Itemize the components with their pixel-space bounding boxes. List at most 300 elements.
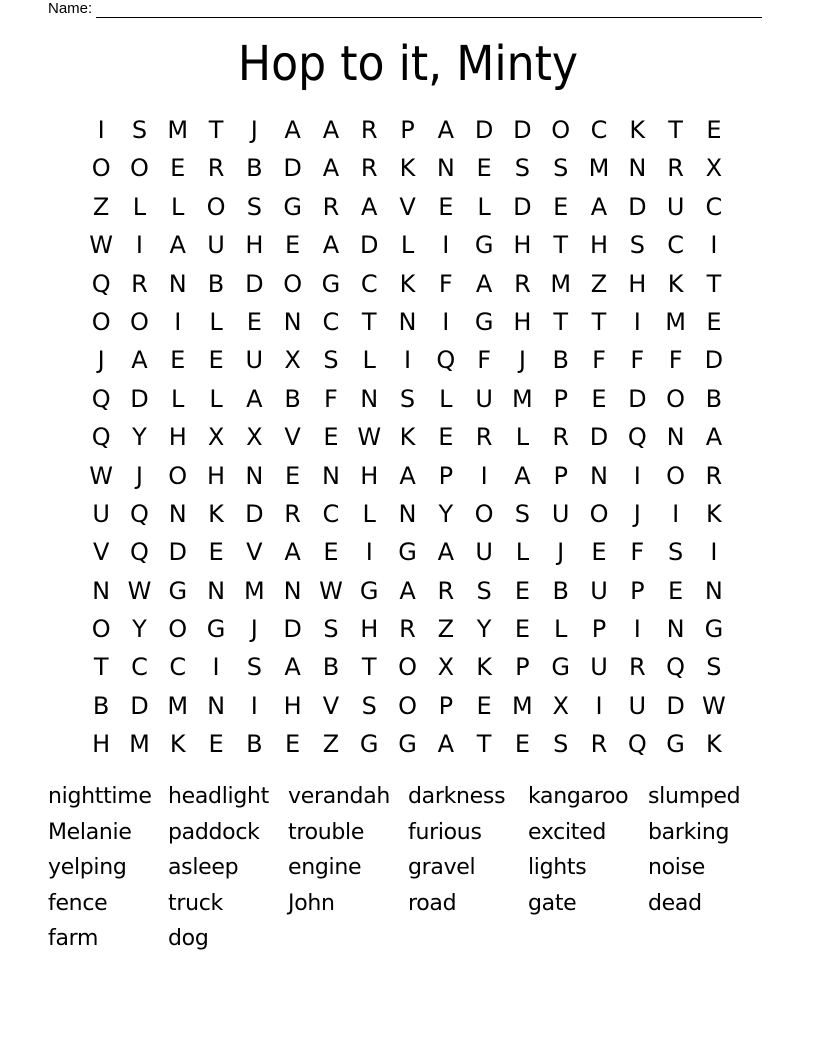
grid-letter: D: [513, 116, 532, 144]
grid-letter: D: [168, 538, 187, 567]
grid-letter: K: [399, 154, 416, 183]
grid-letter: O: [589, 499, 609, 528]
grid-letter: T: [553, 231, 569, 260]
grid-letter: L: [209, 307, 223, 336]
grid-letter: N: [436, 154, 455, 183]
grid-letter: S: [706, 653, 722, 682]
grid-letter: G: [398, 538, 417, 567]
grid-letter: D: [474, 116, 494, 144]
grid-letter: U: [92, 499, 110, 528]
name-label: Name:: [48, 0, 93, 17]
grid-letter: O: [91, 615, 111, 644]
word-list-item: barking: [648, 819, 730, 845]
grid-letter: X: [284, 346, 301, 375]
grid-letter: U: [551, 499, 570, 528]
grid-letter: Q: [91, 384, 111, 413]
grid-letter: N: [283, 576, 302, 605]
grid-letter: R: [590, 730, 608, 759]
grid-letter: R: [667, 154, 684, 183]
grid-letter: D: [283, 154, 302, 183]
grid-letter: Y: [476, 615, 492, 644]
grid-letter: E: [285, 461, 301, 490]
grid-letter: N: [590, 461, 608, 490]
grid-letter: I: [480, 461, 488, 490]
grid-letter: B: [705, 384, 723, 413]
grid-letter: O: [474, 499, 494, 528]
grid-letter: E: [246, 307, 262, 336]
grid-letter: S: [514, 154, 531, 183]
grid-letter: G: [359, 576, 379, 605]
word-list-item: fence: [48, 890, 108, 916]
grid-letter: M: [512, 691, 533, 720]
grid-letter: H: [360, 461, 379, 490]
grid-letter: R: [705, 461, 723, 490]
grid-letter: A: [399, 576, 416, 605]
grid-letter: X: [207, 423, 225, 452]
grid-letter: B: [246, 730, 263, 759]
grid-letter: Z: [92, 192, 110, 221]
grid-letter: C: [322, 307, 340, 336]
grid-letter: G: [283, 192, 302, 221]
grid-letter: P: [400, 116, 415, 144]
grid-letter: A: [322, 154, 340, 183]
grid-letter: O: [551, 116, 571, 144]
grid-letter: A: [705, 423, 723, 452]
grid-letter: I: [442, 307, 450, 336]
grid-letter: A: [284, 653, 301, 682]
grid-letter: O: [168, 615, 188, 644]
grid-letter: U: [590, 653, 608, 682]
grid-letter: I: [403, 346, 412, 375]
grid-letter: N: [92, 576, 111, 605]
grid-letter: X: [705, 154, 723, 183]
grid-letter: A: [246, 384, 263, 413]
grid-letter: M: [167, 691, 189, 720]
word-list-item: darkness: [408, 784, 506, 809]
grid-letter: Q: [130, 499, 149, 528]
word-list-item: noise: [648, 855, 706, 880]
grid-letter: P: [630, 576, 645, 605]
grid-letter: I: [633, 307, 641, 336]
grid-letter: H: [360, 615, 379, 644]
grid-row: [82, 111, 733, 149]
word-list-item: yelping: [48, 855, 127, 880]
grid-letter: C: [322, 499, 340, 528]
grid-letter: N: [283, 307, 302, 336]
grid-letter: V: [284, 423, 301, 452]
grid-letter: L: [171, 192, 185, 221]
grid-letter: A: [284, 538, 301, 567]
grid-letter: L: [362, 499, 376, 528]
word-list-item: gravel: [408, 855, 476, 880]
grid-letter: L: [515, 538, 530, 567]
grid-letter: H: [628, 269, 647, 298]
grid-letter: Z: [590, 269, 608, 298]
grid-letter: D: [130, 384, 149, 413]
grid-letter: L: [132, 192, 147, 221]
grid-letter: C: [667, 231, 684, 260]
name-field: [48, 0, 762, 18]
grid-letter: U: [245, 346, 264, 375]
grid-letter: S: [553, 730, 569, 759]
grid-letter: O: [168, 461, 188, 490]
grid-letter: I: [442, 231, 450, 260]
grid-letter: H: [283, 691, 302, 720]
grid-letter: R: [475, 423, 493, 452]
grid-letter: U: [590, 576, 608, 605]
grid-letter: D: [359, 231, 379, 260]
grid-letter: G: [704, 615, 724, 644]
grid-letter: O: [91, 154, 111, 183]
grid-letter: W: [89, 461, 114, 490]
word-list-item: kangaroo: [528, 784, 629, 809]
grid-letter: J: [250, 116, 258, 144]
grid-letter: R: [628, 653, 646, 682]
grid-letter: G: [168, 576, 188, 605]
grid-letter: B: [552, 346, 569, 375]
grid-letter: X: [552, 691, 569, 720]
grid-letter: D: [666, 691, 685, 720]
grid-letter: K: [208, 499, 224, 528]
grid-letter: L: [362, 346, 376, 375]
grid-letter: K: [706, 730, 722, 759]
grid-letter: I: [97, 116, 105, 144]
grid-letter: X: [437, 653, 455, 682]
grid-letter: A: [437, 730, 455, 759]
grid-letter: A: [437, 538, 455, 567]
grid-letter: C: [131, 653, 148, 682]
grid-row: [82, 457, 733, 495]
grid-letter: P: [515, 653, 530, 682]
grid-letter: A: [590, 192, 608, 221]
word-list-item: nighttime: [48, 784, 152, 809]
grid-letter: A: [514, 461, 531, 490]
grid-letter: E: [285, 730, 301, 759]
grid-letter: Q: [436, 346, 456, 375]
grid-letter: L: [554, 615, 568, 644]
grid-letter: L: [209, 384, 223, 413]
grid-letter: C: [705, 192, 723, 221]
grid-letter: S: [629, 231, 645, 260]
grid-letter: I: [672, 499, 680, 528]
grid-letter: K: [667, 269, 684, 298]
grid-letter: M: [512, 384, 533, 413]
grid-letter: F: [324, 384, 338, 413]
grid-letter: W: [702, 691, 726, 720]
grid-letter: E: [208, 346, 224, 375]
grid-letter: R: [207, 154, 225, 183]
grid-letter: O: [398, 691, 417, 720]
word-list-item: furious: [408, 819, 482, 845]
grid-letter: Q: [627, 423, 647, 452]
grid-letter: P: [438, 461, 454, 490]
word-list-item: John: [288, 890, 335, 916]
grid-letter: T: [668, 116, 683, 144]
grid-letter: A: [322, 231, 340, 260]
word-list: [48, 780, 768, 958]
grid-row: [82, 687, 733, 725]
grid-letter: G: [321, 269, 341, 298]
grid-letter: F: [438, 269, 453, 298]
grid-letter: F: [477, 346, 492, 375]
grid-letter: O: [130, 307, 149, 336]
grid-letter: I: [250, 691, 258, 720]
grid-letter: G: [551, 653, 571, 682]
grid-letter: E: [438, 192, 454, 221]
grid-letter: E: [323, 538, 339, 567]
grid-letter: I: [365, 538, 373, 567]
grid-letter: S: [323, 346, 339, 375]
grid-letter: N: [628, 154, 647, 183]
grid-letter: E: [514, 615, 530, 644]
grid-letter: D: [628, 192, 647, 221]
grid-letter: E: [706, 116, 722, 144]
grid-letter: D: [245, 269, 264, 298]
grid-letter: O: [398, 653, 417, 682]
word-list-item: asleep: [168, 855, 239, 880]
grid-letter: S: [399, 384, 416, 413]
grid-letter: N: [168, 269, 187, 298]
word-list-item: truck: [168, 890, 223, 916]
word-list-item: Melanie: [48, 819, 132, 845]
grid-letter: R: [514, 269, 531, 298]
grid-letter: A: [131, 346, 148, 375]
word-list-item: slumped: [648, 784, 741, 809]
word-list-item: trouble: [288, 819, 365, 845]
grid-letter: M: [665, 307, 686, 336]
grid-letter: X: [246, 423, 263, 452]
grid-letter: E: [668, 576, 684, 605]
grid-letter: R: [284, 499, 301, 528]
grid-letter: L: [439, 384, 453, 413]
grid-letter: N: [207, 576, 226, 605]
grid-letter: E: [438, 423, 454, 452]
grid-letter: G: [666, 730, 685, 759]
grid-letter: N: [398, 307, 417, 336]
grid-letter: C: [169, 653, 187, 682]
grid-letter: K: [476, 653, 492, 682]
grid-letter: Y: [132, 423, 147, 452]
word-list-item: excited: [528, 819, 607, 845]
grid-letter: M: [129, 730, 150, 759]
grid-letter: D: [704, 346, 724, 375]
grid-letter: A: [437, 116, 455, 144]
grid-letter: R: [399, 615, 416, 644]
grid-letter: J: [518, 346, 526, 375]
grid-letter: B: [246, 154, 263, 183]
grid-letter: L: [171, 384, 185, 413]
grid-letter: O: [206, 192, 226, 221]
grid-letter: O: [666, 384, 686, 413]
grid-letter: L: [400, 231, 415, 260]
grid-letter: L: [515, 423, 530, 452]
grid-letter: N: [168, 499, 187, 528]
grid-letter: Z: [322, 730, 340, 759]
grid-letter: M: [550, 269, 572, 298]
grid-letter: D: [513, 192, 532, 221]
grid-letter: D: [283, 615, 302, 644]
grid-letter: E: [514, 576, 530, 605]
grid-letter: T: [93, 653, 109, 682]
grid-letter: P: [438, 691, 454, 720]
grid-letter: R: [360, 116, 378, 144]
grid-letter: C: [360, 269, 378, 298]
word-list-item: farm: [48, 926, 99, 951]
grid-letter: V: [92, 538, 110, 567]
grid-row: [82, 226, 733, 264]
grid-letter: V: [246, 538, 263, 567]
grid-row: [82, 418, 733, 456]
grid-letter: H: [513, 231, 532, 260]
grid-row: [82, 533, 733, 571]
grid-letter: D: [245, 499, 264, 528]
grid-letter: P: [591, 615, 607, 644]
word-list-item: road: [408, 890, 457, 916]
grid-letter: E: [553, 192, 569, 221]
grid-letter: E: [591, 384, 607, 413]
grid-letter: K: [399, 423, 416, 452]
grid-letter: I: [710, 538, 718, 567]
grid-letter: S: [514, 499, 531, 528]
grid-letter: M: [243, 576, 265, 605]
grid-letter: T: [361, 307, 377, 336]
grid-letter: Q: [627, 730, 647, 759]
grid-letter: T: [476, 730, 492, 759]
grid-letter: Q: [130, 538, 149, 567]
grid-letter: J: [135, 461, 143, 490]
grid-letter: A: [399, 461, 416, 490]
grid-letter: O: [666, 461, 686, 490]
grid-letter: W: [127, 576, 152, 605]
grid-letter: R: [131, 269, 148, 298]
grid-letter: W: [357, 423, 382, 452]
grid-letter: G: [359, 730, 379, 759]
grid-letter: E: [476, 691, 492, 720]
grid-letter: I: [595, 691, 603, 720]
grid-letter: S: [246, 192, 262, 221]
grid-letter: T: [591, 307, 607, 336]
grid-letter: Q: [91, 269, 111, 298]
grid-letter: I: [710, 231, 718, 260]
grid-letter: R: [322, 192, 340, 221]
grid-letter: G: [474, 231, 494, 260]
grid-letter: R: [437, 576, 455, 605]
grid-letter: O: [283, 269, 303, 298]
grid-letter: A: [322, 116, 340, 144]
grid-letter: J: [633, 499, 641, 528]
grid-letter: Q: [91, 423, 111, 452]
grid-letter: R: [360, 154, 378, 183]
grid-letter: Y: [438, 499, 454, 528]
grid-letter: Z: [437, 615, 455, 644]
grid-letter: O: [91, 307, 111, 336]
grid-letter: U: [666, 192, 685, 221]
word-search-grid: [82, 111, 733, 764]
grid-row: [82, 303, 733, 341]
grid-letter: F: [630, 346, 645, 375]
grid-letter: T: [706, 269, 722, 298]
grid-letter: A: [475, 269, 493, 298]
grid-letter: C: [590, 116, 608, 144]
grid-letter: T: [208, 116, 224, 144]
grid-letter: S: [667, 538, 684, 567]
grid-row: [82, 149, 733, 187]
grid-letter: I: [633, 615, 641, 644]
grid-letter: J: [250, 615, 258, 644]
grid-letter: D: [130, 691, 149, 720]
grid-letter: N: [245, 461, 264, 490]
grid-letter: P: [553, 384, 568, 413]
grid-letter: M: [167, 116, 189, 144]
grid-letter: U: [475, 538, 493, 567]
word-list-item: gate: [528, 890, 577, 916]
grid-letter: B: [92, 691, 110, 720]
grid-letter: B: [552, 576, 569, 605]
grid-letter: E: [706, 307, 722, 336]
grid-letter: H: [168, 423, 187, 452]
grid-letter: H: [589, 231, 609, 260]
grid-row: [82, 648, 733, 686]
grid-letter: I: [633, 461, 641, 490]
grid-letter: Y: [132, 615, 147, 644]
name-blank-line[interactable]: [96, 1, 762, 18]
grid-letter: S: [323, 615, 339, 644]
grid-letter: A: [169, 231, 186, 260]
grid-letter: G: [206, 615, 226, 644]
grid-letter: H: [207, 461, 226, 490]
grid-letter: J: [97, 346, 105, 375]
grid-letter: U: [475, 384, 493, 413]
grid-letter: A: [361, 192, 378, 221]
word-list-item: paddock: [168, 819, 260, 845]
grid-letter: S: [361, 691, 377, 720]
grid-letter: F: [668, 346, 683, 375]
grid-letter: E: [208, 730, 224, 759]
grid-letter: N: [704, 576, 723, 605]
grid-letter: W: [319, 576, 343, 605]
grid-row: [82, 188, 733, 226]
grid-letter: Q: [666, 653, 686, 682]
grid-letter: I: [212, 653, 220, 682]
grid-letter: N: [360, 384, 379, 413]
word-list-item: lights: [528, 855, 587, 880]
grid-letter: B: [207, 269, 225, 298]
grid-letter: F: [630, 538, 645, 567]
grid-letter: N: [321, 461, 340, 490]
grid-letter: P: [553, 461, 568, 490]
grid-letter: E: [591, 538, 607, 567]
grid-letter: S: [553, 154, 569, 183]
grid-letter: U: [628, 691, 647, 720]
grid-letter: S: [131, 116, 148, 144]
grid-letter: G: [398, 730, 417, 759]
grid-letter: K: [169, 730, 186, 759]
grid-letter: H: [513, 307, 532, 336]
grid-letter: H: [245, 231, 264, 260]
grid-letter: L: [477, 192, 491, 221]
grid-letter: S: [476, 576, 492, 605]
page-title: Hop to it, Minty: [237, 36, 579, 92]
grid-letter: E: [323, 423, 339, 452]
grid-row: [82, 495, 733, 533]
grid-letter: K: [629, 116, 646, 144]
grid-letter: N: [666, 423, 685, 452]
grid-letter: W: [89, 231, 114, 260]
grid-letter: E: [170, 154, 186, 183]
grid-letter: R: [552, 423, 570, 452]
grid-letter: K: [706, 499, 722, 528]
grid-letter: B: [284, 384, 301, 413]
